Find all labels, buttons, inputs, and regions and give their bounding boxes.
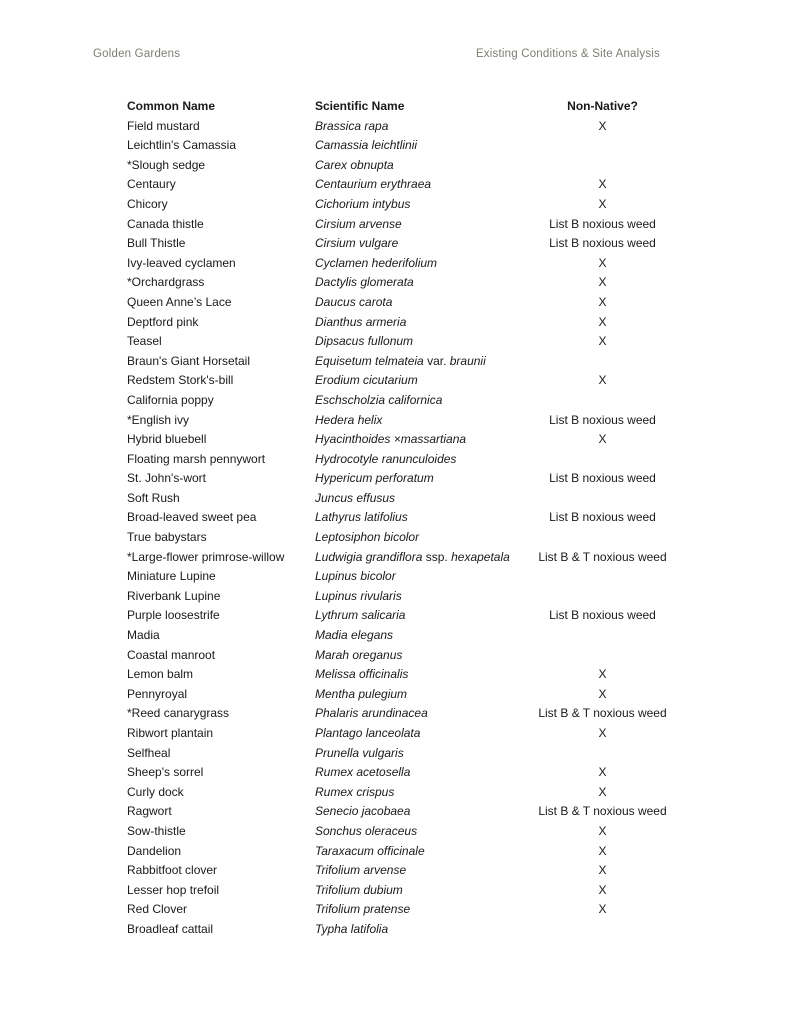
non-native-status-cell: X — [598, 275, 607, 290]
common-name-cell: Bull Thistle — [127, 236, 186, 251]
scientific-name-cell: Prunella vulgaris — [315, 745, 404, 760]
table-row — [127, 254, 800, 274]
common-name-cell: *Large-flower primrose-willow — [127, 549, 285, 564]
scientific-name-cell: Typha latifolia — [315, 921, 389, 936]
scientific-name-cell: Marah oreganus — [315, 647, 403, 662]
common-name-cell: Redstem Stork's-bill — [127, 373, 234, 388]
scientific-name-cell: Trifolium pratense — [315, 902, 411, 917]
table-row — [127, 822, 800, 842]
common-name-cell: Braun's Giant Horsetail — [127, 353, 251, 368]
scientific-name-cell: Taraxacum officinale — [315, 843, 425, 858]
common-name-cell: Ragwort — [127, 804, 172, 819]
common-name-cell: Purple loosestrife — [127, 608, 220, 623]
scientific-name-cell: Carex obnupta — [315, 157, 394, 172]
common-name-cell: Madia — [127, 628, 160, 643]
non-native-status-cell: List B noxious weed — [549, 216, 656, 231]
table-row — [127, 313, 800, 333]
table-row — [127, 861, 800, 881]
common-name-cell: Leichtlin's Camassia — [127, 138, 237, 153]
table-row — [127, 489, 800, 509]
non-native-status-cell: X — [598, 784, 607, 799]
non-native-status-cell: List B noxious weed — [549, 236, 656, 251]
scientific-name-cell: Hedera helix — [315, 412, 383, 427]
scientific-name-cell: Hydrocotyle ranunculoides — [315, 451, 457, 466]
common-name-cell: Coastal manroot — [127, 647, 216, 662]
scientific-name-cell: Lathyrus latifolius — [315, 510, 408, 525]
common-name-cell: Dandelion — [127, 843, 182, 858]
scientific-name-cell: Brassica rapa — [315, 118, 389, 133]
table-row — [127, 842, 800, 862]
non-native-status-cell: X — [598, 118, 607, 133]
non-native-status-cell: X — [598, 255, 607, 270]
plant-table — [127, 97, 800, 940]
scientific-name-cell: Juncus effusus — [315, 490, 396, 505]
scientific-name-cell: Trifolium dubium — [315, 882, 403, 897]
scientific-name-cell: Hyacinthoides ×massartiana — [315, 432, 467, 447]
non-native-status-cell: X — [598, 177, 607, 192]
non-native-status-cell: X — [598, 314, 607, 329]
scientific-name-cell: Dipsacus fullonum — [315, 334, 414, 349]
common-name-cell: *Reed canarygrass — [127, 706, 230, 721]
common-name-cell: Lemon balm — [127, 667, 194, 682]
table-row — [127, 665, 800, 685]
non-native-status-cell: X — [598, 667, 607, 682]
common-name-cell: Ivy-leaved cyclamen — [127, 255, 236, 270]
non-native-status-cell: X — [598, 196, 607, 211]
common-name-cell: Canada thistle — [127, 216, 204, 231]
scientific-name-cell: Leptosiphon bicolor — [315, 530, 420, 545]
scientific-name-cell: Phalaris arundinacea — [315, 706, 428, 721]
table-header-row — [127, 97, 800, 117]
scientific-name-cell: Plantago lanceolata — [315, 726, 421, 740]
scientific-name-cell: Ludwigia grandiflora ssp. hexapetala — [315, 549, 510, 564]
scientific-name-cell: Cirsium vulgare — [315, 236, 399, 251]
common-name-cell: Ribwort plantain — [127, 726, 214, 740]
scientific-name-cell: Sonchus oleraceus — [315, 823, 418, 838]
column-header-scientific-name: Scientific Name — [315, 99, 405, 113]
non-native-status-cell: X — [598, 432, 607, 447]
non-native-status-cell: X — [598, 294, 607, 309]
scientific-name-cell: Centaurium erythraea — [315, 177, 432, 192]
common-name-cell: True babystars — [127, 530, 207, 545]
common-name-cell: Teasel — [127, 334, 162, 349]
scientific-name-cell: Camassia leichtlinii — [315, 138, 418, 153]
scientific-name-cell: Cirsium arvense — [315, 216, 402, 231]
doc-title: Golden Gardens — [93, 48, 181, 60]
non-native-status-cell: X — [598, 686, 607, 701]
table-row — [127, 195, 800, 215]
table-row — [127, 626, 800, 646]
common-name-cell: Miniature Lupine — [127, 569, 216, 584]
table-row — [127, 881, 800, 901]
table-row — [127, 156, 800, 176]
doc-section-title: Existing Conditions & Site Analysis — [475, 48, 660, 60]
common-name-cell: Soft Rush — [127, 490, 180, 505]
scientific-name-cell: Dianthus armeria — [315, 314, 407, 329]
non-native-status-cell: X — [598, 863, 607, 878]
scientific-name-cell: Melissa officinalis — [315, 667, 409, 682]
table-row — [127, 450, 800, 470]
table-row — [127, 763, 800, 783]
table-row — [127, 136, 800, 156]
common-name-cell: Deptford pink — [127, 314, 199, 329]
table-row — [127, 900, 800, 920]
common-name-cell: Red Clover — [127, 902, 188, 917]
scientific-name-cell: Rumex acetosella — [315, 765, 411, 780]
scientific-name-cell: Lupinus rivularis — [315, 588, 402, 603]
common-name-cell: *Orchardgrass — [127, 275, 205, 290]
non-native-status-cell: X — [598, 902, 607, 917]
non-native-status-cell: List B & T noxious weed — [538, 804, 667, 819]
common-name-cell: Centaury — [127, 177, 176, 192]
table-row — [127, 685, 800, 705]
non-native-status-cell: X — [598, 823, 607, 838]
common-name-cell: Curly dock — [127, 784, 184, 799]
non-native-status-cell: X — [598, 373, 607, 388]
common-name-cell: California poppy — [127, 392, 214, 407]
table-row — [127, 802, 800, 822]
table-row — [127, 646, 800, 666]
table-row — [127, 293, 800, 313]
column-header-non-native: Non-Native? — [567, 99, 638, 113]
scientific-name-cell: Cyclamen hederifolium — [315, 255, 438, 270]
common-name-cell: Selfheal — [127, 745, 171, 760]
common-name-cell: Lesser hop trefoil — [127, 882, 220, 897]
table-row — [127, 567, 800, 587]
common-name-cell: Pennyroyal — [127, 686, 188, 701]
common-name-cell: St. John's-wort — [127, 471, 206, 486]
table-row — [127, 117, 800, 137]
column-header-common-name: Common Name — [127, 99, 216, 113]
common-name-cell: Riverbank Lupine — [127, 588, 221, 603]
page-header — [93, 48, 660, 60]
table-row — [127, 704, 800, 724]
common-name-cell: *English ivy — [127, 412, 190, 427]
scientific-name-cell: Rumex crispus — [315, 784, 395, 799]
table-row — [127, 234, 800, 254]
scientific-name-cell: Dactylis glomerata — [315, 275, 414, 290]
common-name-cell: Sow-thistle — [127, 823, 186, 838]
common-name-cell: Broad-leaved sweet pea — [127, 510, 257, 525]
table-row — [127, 508, 800, 528]
scientific-name-cell: Senecio jacobaea — [315, 804, 411, 819]
non-native-status-cell: List B noxious weed — [549, 412, 656, 427]
non-native-status-cell: X — [598, 726, 607, 740]
common-name-cell: *Slough sedge — [127, 157, 206, 172]
table-row — [127, 783, 800, 803]
table-row — [127, 469, 800, 489]
table-row — [127, 352, 800, 372]
scientific-name-cell: Eschscholzia californica — [315, 392, 443, 407]
non-native-status-cell: List B noxious weed — [549, 608, 656, 623]
scientific-name-cell: Trifolium arvense — [315, 863, 407, 878]
non-native-status-cell: List B & T noxious weed — [538, 706, 667, 721]
table-row — [127, 391, 800, 411]
non-native-status-cell: X — [598, 882, 607, 897]
table-row — [127, 920, 800, 940]
table-row — [127, 175, 800, 195]
common-name-cell: Rabbitfoot clover — [127, 863, 218, 878]
common-name-cell: Broadleaf cattail — [127, 921, 214, 936]
table-row — [127, 587, 800, 607]
table-row — [127, 273, 800, 293]
non-native-status-cell: List B & T noxious weed — [538, 549, 667, 564]
non-native-status-cell: X — [598, 334, 607, 349]
scientific-name-cell: Mentha pulegium — [315, 686, 408, 701]
table-row — [127, 430, 800, 450]
table-row — [127, 724, 800, 744]
table-row — [127, 528, 800, 548]
table-row — [127, 548, 800, 568]
table-row — [127, 411, 800, 431]
scientific-name-cell: Lythrum salicaria — [315, 608, 406, 623]
scientific-name-cell: Lupinus bicolor — [315, 569, 396, 584]
non-native-status-cell: List B noxious weed — [549, 471, 656, 486]
table-body — [127, 117, 800, 940]
scientific-name-cell: Equisetum telmateia var. braunii — [315, 353, 486, 368]
non-native-status-cell: X — [598, 843, 607, 858]
non-native-status-cell: X — [598, 765, 607, 780]
table-row — [127, 215, 800, 235]
scientific-name-cell: Erodium cicutarium — [315, 373, 418, 388]
common-name-cell: Floating marsh pennywort — [127, 451, 266, 466]
common-name-cell: Hybrid bluebell — [127, 432, 207, 447]
common-name-cell: Queen Anne’s Lace — [127, 294, 232, 309]
scientific-name-cell: Daucus carota — [315, 294, 393, 309]
common-name-cell: Chicory — [127, 196, 168, 211]
table-row — [127, 744, 800, 764]
scientific-name-cell: Hypericum perforatum — [315, 471, 434, 486]
table-row — [127, 606, 800, 626]
table-row — [127, 371, 800, 391]
common-name-cell: Sheep's sorrel — [127, 765, 204, 780]
scientific-name-cell: Madia elegans — [315, 628, 394, 643]
non-native-status-cell: List B noxious weed — [549, 510, 656, 525]
table-row — [127, 332, 800, 352]
common-name-cell: Field mustard — [127, 118, 200, 133]
scientific-name-cell: Cichorium intybus — [315, 196, 411, 211]
